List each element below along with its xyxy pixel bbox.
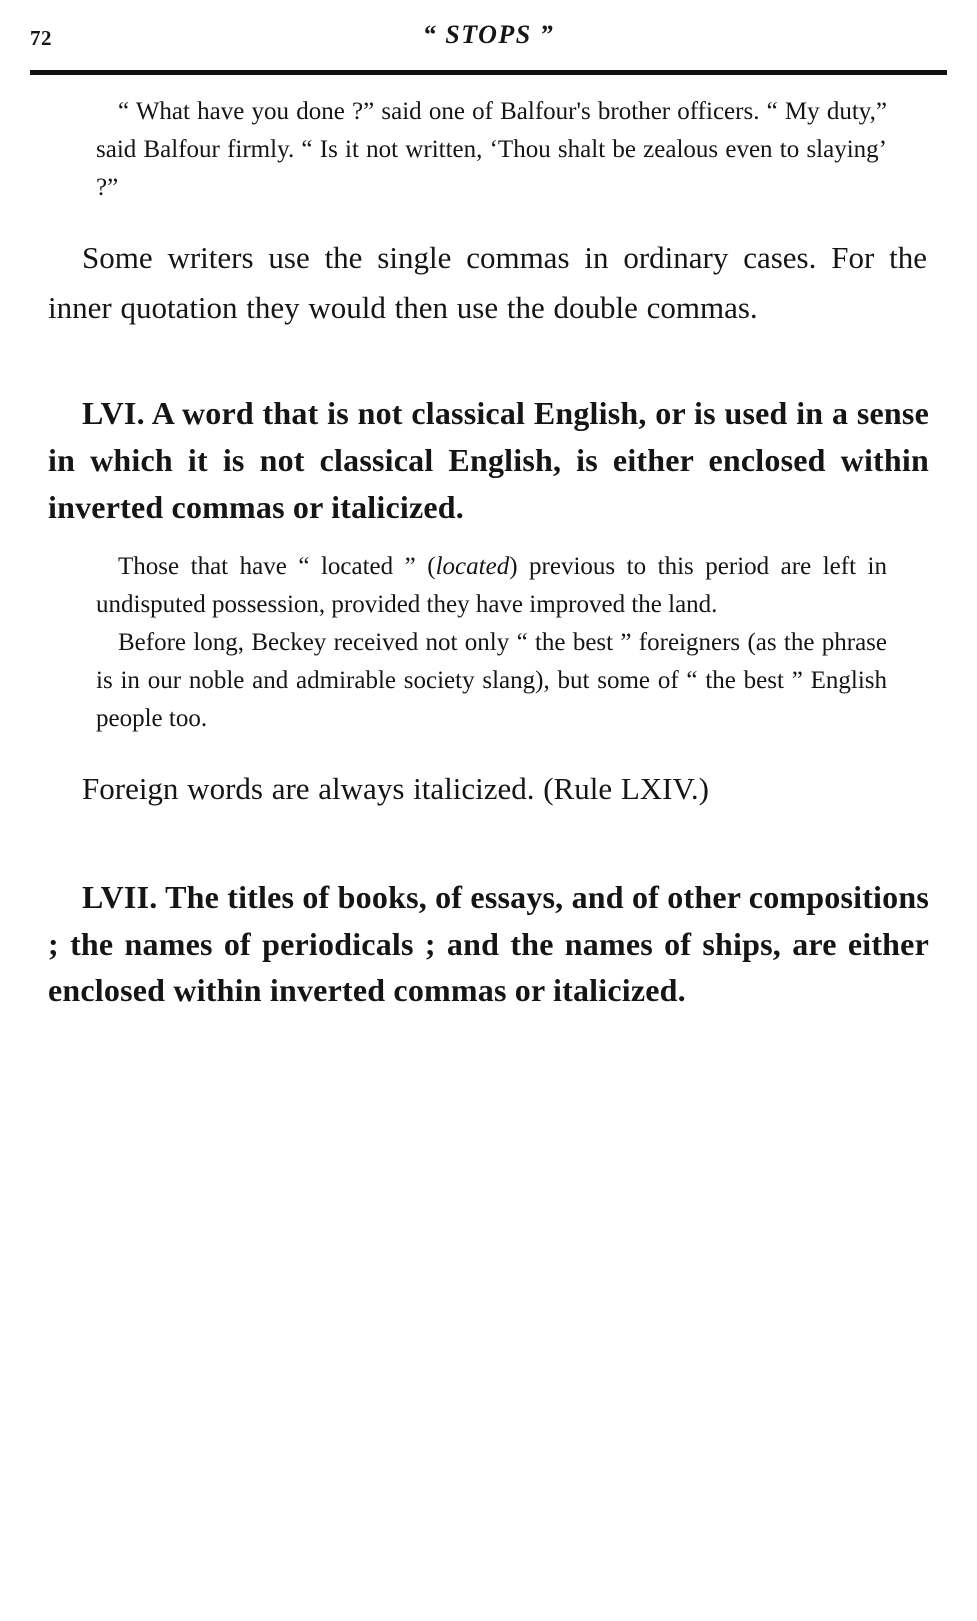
extract-text-pre: Those that have “ located ” ( (118, 553, 436, 581)
extract-paragraph: “ What have you done ?” said one of Balfour's brother officers. “ My duty,” said Balfour firmly. “ Is it not written, ‘Thou shalt be zealous even to slaying’ ?” (96, 98, 887, 201)
body-paragraph-foreign-words: Foreign words are always italicized. (Rule LXIV.) (82, 771, 709, 807)
header-divider-rule (30, 70, 947, 75)
rule-heading-lvii: LVII. The titles of books, of essays, and of other compositions ; the names of periodicals ; and the names of ships, are either enclosed within inverted commas or italicized. (48, 878, 929, 1009)
extract-text-post: ) previous to this period are left in undisputed possession, provided they have improved the land. (96, 553, 887, 619)
extract-block-quotation-example (96, 93, 887, 207)
running-head-title: “ STOPS ” (422, 20, 555, 49)
page-header (30, 0, 947, 62)
page-number: 72 (30, 26, 52, 50)
extract-text-italic: located (435, 553, 510, 581)
body-paragraph-single-commas: Some writers use the single commas in ordinary cases. For the inner quotation they would then use the double commas. (48, 240, 927, 325)
extract-paragraph-beckey: Before long, Beckey received not only “ the best ” foreigners (as the phrase is in our noble and admirable society slang), but some of “ the best ” English people too. (96, 629, 887, 733)
rule-heading-lvi: LVI. A word that is not classical English, or is used in a sense in which it is not classical English, is either enclosed within inverted commas or italicized. (48, 395, 929, 525)
extract-paragraph-located (96, 548, 887, 624)
page-body (38, 93, 939, 1014)
extract-block-examples-lvi (96, 548, 887, 738)
